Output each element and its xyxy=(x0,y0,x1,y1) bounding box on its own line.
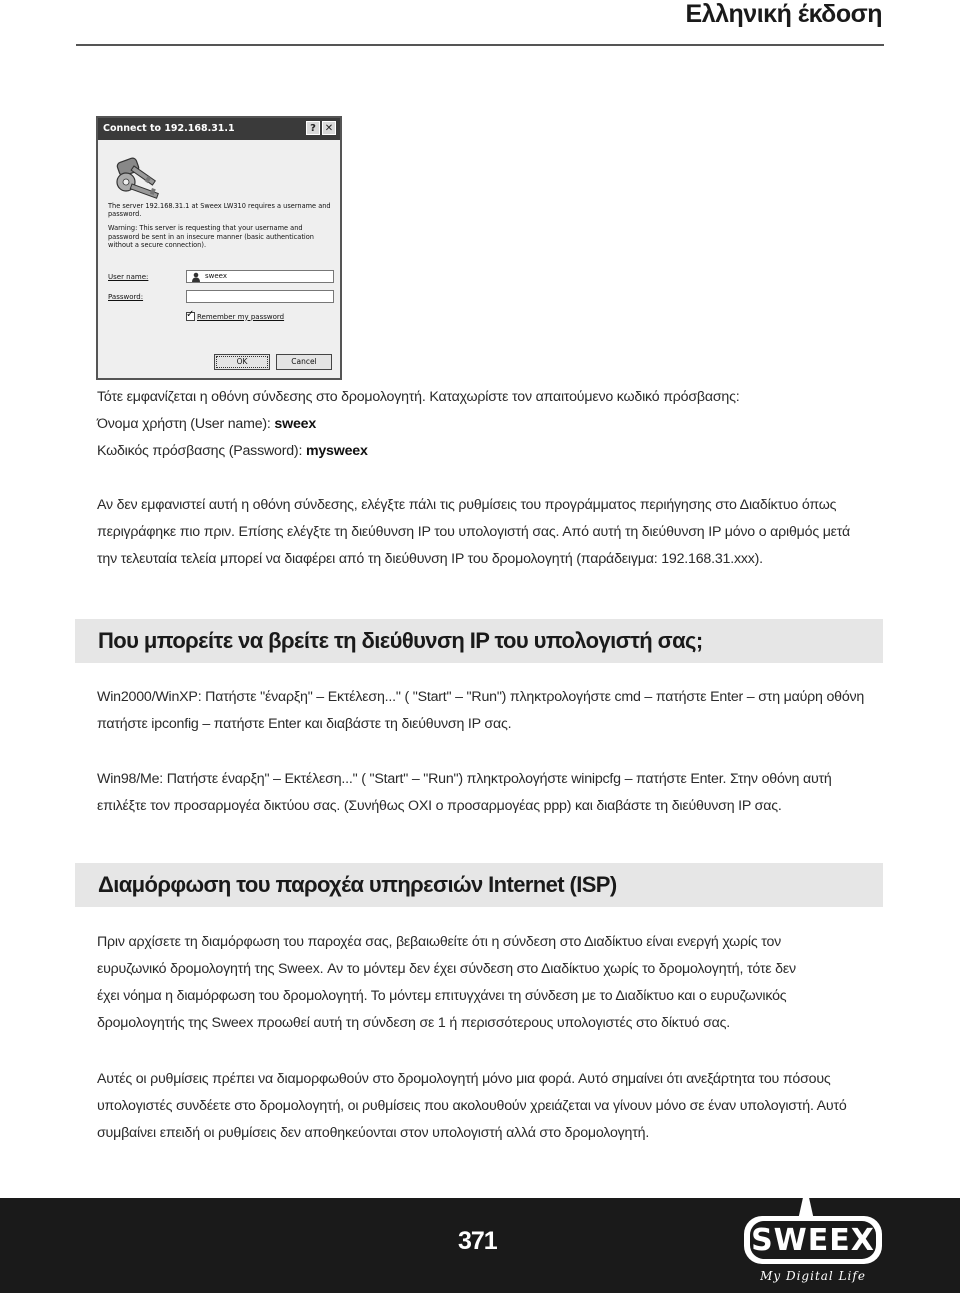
remember-password-checkbox[interactable] xyxy=(186,312,195,321)
intro-paragraph xyxy=(97,384,897,465)
paragraph-line: δρομολογητής της Sweex προωθεί αυτή τη σύνδεση σε 1 ή περισσότερους υπολογιστές στο δίκτυό σας. xyxy=(97,1015,731,1031)
username-instruction xyxy=(97,411,897,438)
password-prefix: Κωδικός πρόσβασης (Password): xyxy=(97,443,306,459)
paragraph-line: Win2000/WinXP: Πατήστε "έναρξη" – Εκτέλεση..." ( "Start" – "Run") πληκτρολογήστε cmd – πατήστε Enter – στη μαύρη οθόνη xyxy=(97,689,865,705)
password-input[interactable] xyxy=(186,290,334,303)
username-prefix: Όνομα χρήστη (User name): xyxy=(97,416,275,432)
intro-line: Τότε εμφανίζεται η οθόνη σύνδεσης στο δρομολογητή. Καταχωρίστε τον απαιτούμενο κωδικό πρόσβασης: xyxy=(97,389,740,405)
win2000-instructions xyxy=(97,684,897,738)
sweex-logo xyxy=(728,1180,896,1292)
user-icon xyxy=(191,272,201,282)
close-button[interactable]: ✕ xyxy=(322,121,336,135)
section-header-isp xyxy=(75,863,883,907)
paragraph-line: πατήστε ipconfig – πατήστε Enter και διαβάστε τη διεύθυνση IP σας. xyxy=(97,716,512,732)
paragraph-line: την τελευταία τελεία μπορεί να διαφέρει από τη διεύθυνση IP του δρομολογητή (παράδειγμα: 192.168.31.xxx). xyxy=(97,551,763,567)
section-title: Διαμόρφωση του παροχέα υπηρεσιών Internet (ISP) xyxy=(98,872,617,897)
page-number: 371 xyxy=(458,1227,497,1255)
password-instruction xyxy=(97,438,897,465)
paragraph-line: περιγράφηκε πιο πριν. Επίσης ελέγξτε τη διεύθυνση IP του υπολογιστή σας. Από αυτή τη διεύθυνση IP μόνο ο αριθμός μετά xyxy=(97,524,851,540)
ok-button[interactable]: OK xyxy=(214,354,270,370)
help-button[interactable]: ? xyxy=(306,121,320,135)
isp-paragraph-2 xyxy=(97,1066,897,1147)
paragraph-line: Win98/Me: Πατήστε έναρξη" – Εκτέλεση..." ( "Start" – "Run") πληκτρολογήστε winipcfg – πατήστε Enter. Στην οθόνη αυτή xyxy=(97,771,832,787)
logo-wordmark: SWEEX xyxy=(751,1223,875,1258)
dialog-title: Connect to 192.168.31.1 xyxy=(103,123,235,134)
username-value: sweex xyxy=(205,272,228,280)
password-credential: mysweex xyxy=(305,443,368,459)
dialog-titlebar xyxy=(98,118,340,140)
paragraph-line: επιλέξτε τον προσαρμογέα δικτύου σας. (Συνήθως ΟΧΙ ο προσαρμογέας ppp) και διαβάστε τη διεύθυνση IP σας. xyxy=(97,798,782,814)
paragraph-line: έχει νόημα η διαμόρφωση του δρομολογητή. Το μόντεμ επιτυγχάνει τη σύνδεση με το Διαδίκτυο και ο ευρυζωνικός xyxy=(97,988,787,1004)
username-input[interactable] xyxy=(186,270,334,283)
section-title: Που μπορείτε να βρείτε τη διεύθυνση IP του υπολογιστή σας; xyxy=(98,628,703,653)
dialog-warning: Warning: This server is requesting that your username and password be sent in an insecure manner (basic authentication without a secure connection). xyxy=(108,224,314,249)
page-footer xyxy=(0,1198,960,1293)
paragraph-line: Αν δεν εμφανιστεί αυτή η οθόνη σύνδεσης, ελέγξτε πάλι τις ρυθμίσεις του προγράμματος περιήγησης στο Διαδίκτυο όπως xyxy=(97,497,837,513)
username-credential: sweex xyxy=(274,416,317,432)
paragraph-line: υπολογιστές συνδέετε στο δρομολογητή, οι ρυθμίσεις που ακολουθούν χρειάζεται να γίνουν μόνο σε έναν υπολογιστή. Αυτό xyxy=(97,1098,847,1114)
troubleshoot-paragraph xyxy=(97,492,897,573)
cancel-button[interactable]: Cancel xyxy=(276,354,332,370)
isp-paragraph-1 xyxy=(97,929,897,1037)
logo-tagline: My Digital Life xyxy=(760,1269,866,1283)
header-divider xyxy=(76,44,884,46)
paragraph-line: συμβαίνει επειδή οι ρυθμίσεις δεν αποθηκεύονται στον υπολογιστή αλλά στο δρομολογητή. xyxy=(97,1125,650,1141)
paragraph-line: Πριν αρχίσετε τη διαμόρφωση του παροχέα σας, βεβαιωθείτε ότι η σύνδεση στο Διαδίκτυο είναι ενεργή χωρίς τον xyxy=(97,934,782,950)
dialog-message: The server 192.168.31.1 at Sweex LW310 requires a username and password. xyxy=(108,202,331,219)
password-label: Password: xyxy=(108,293,144,301)
paragraph-line: Αυτές οι ρυθμίσεις πρέπει να διαμορφωθούν στο δρομολογητή μόνο μια φορά. Αυτό σημαίνει ότι ανεξάρτητα του πόσους xyxy=(97,1071,831,1087)
remember-password-row[interactable] xyxy=(186,312,284,321)
login-dialog-screenshot xyxy=(96,116,342,380)
remember-password-label: Remember my password xyxy=(197,312,285,321)
page-header-title: Ελληνική έκδοση xyxy=(685,0,882,28)
win98-instructions xyxy=(97,766,897,820)
section-header-ip xyxy=(75,619,883,663)
dialog-message-area xyxy=(108,202,334,255)
keys-icon xyxy=(108,144,180,202)
username-label: User name: xyxy=(108,273,149,281)
paragraph-line: ευρυζωνικό δρομολογητή της Sweex. Αν το μόντεμ δεν έχει σύνδεση στο Διαδίκτυο χωρίς το δρομολογητή, τότε δεν xyxy=(97,961,796,977)
